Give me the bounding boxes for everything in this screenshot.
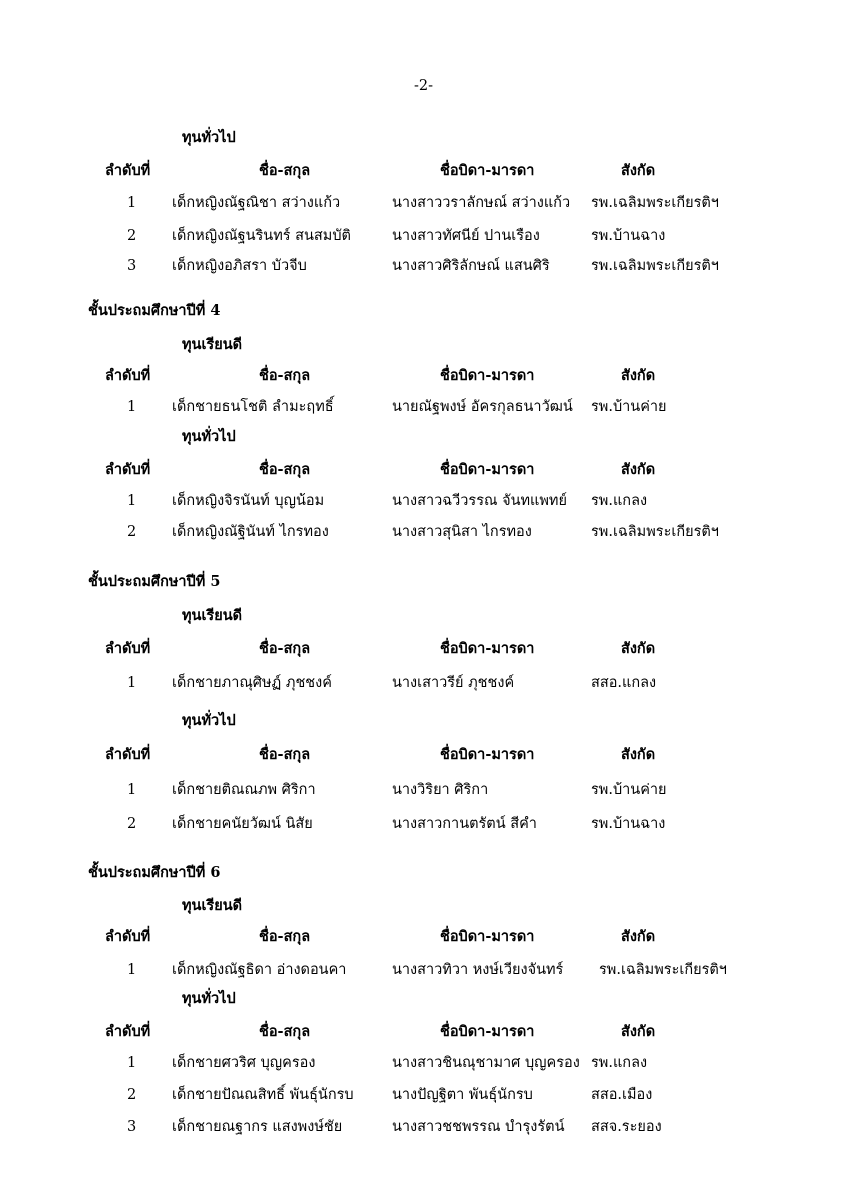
row-name: เด็กหญิงณัฐนรินทร์ สนสมบัติ — [172, 228, 351, 244]
row-parent: นางสาวทิวา หงษ์เวียงจันทร์ — [392, 962, 564, 978]
row-no: 3 — [127, 258, 137, 274]
header-affiliation: สังกัด — [621, 162, 656, 179]
row-name: เด็กหญิงจิรนันท์ บุญน้อม — [172, 493, 325, 509]
row-no: 2 — [127, 228, 137, 244]
header-parent: ชื่อบิดา-มารดา — [440, 640, 535, 657]
header-name: ชื่อ-สกุล — [259, 640, 311, 657]
row-no: 2 — [127, 1087, 137, 1103]
header-name: ชื่อ-สกุล — [259, 162, 311, 179]
row-no: 1 — [127, 782, 137, 798]
row-parent: นางสาวฉวีวรรณ จันทแพทย์ — [392, 493, 567, 509]
row-affiliation: รพ.บ้านฉาง — [591, 816, 666, 832]
row-affiliation: รพ.แกลง — [591, 493, 648, 509]
row-parent: นางสาววราลักษณ์ สว่างแก้ว — [392, 195, 571, 211]
row-name: เด็กชายปัณณสิทธิ์ พันธุ์นักรบ — [172, 1087, 354, 1103]
scholarship-type-general: ทุนทั่วไป — [182, 990, 236, 1007]
grade-heading: ชั้นประถมศึกษาปีที่ 5 — [88, 573, 221, 590]
row-affiliation: สสอ.เมือง — [591, 1087, 653, 1103]
row-affiliation: รพ.บ้านค่าย — [591, 399, 667, 415]
scholarship-type-general: ทุนทั่วไป — [182, 428, 236, 445]
header-name: ชื่อ-สกุล — [259, 746, 311, 763]
row-no: 1 — [127, 962, 137, 978]
header-affiliation: สังกัด — [621, 461, 656, 478]
row-affiliation: รพ.เฉลิมพระเกียรติฯ — [591, 258, 719, 274]
row-no: 2 — [127, 524, 137, 540]
row-parent: นางเสาวรีย์ ภุชชงค์ — [392, 675, 515, 691]
header-affiliation: สังกัด — [621, 367, 656, 384]
row-no: 3 — [127, 1119, 137, 1135]
row-affiliation: สสอ.แกลง — [591, 675, 657, 691]
header-no: ลำดับที่ — [105, 1023, 151, 1040]
row-no: 2 — [127, 816, 137, 832]
header-parent: ชื่อบิดา-มารดา — [440, 746, 535, 763]
row-parent: นางสาวศิริลักษณ์ แสนศิริ — [392, 258, 550, 274]
header-affiliation: สังกัด — [621, 1023, 656, 1040]
header-no: ลำดับที่ — [105, 162, 151, 179]
row-no: 1 — [127, 1055, 137, 1071]
header-no: ลำดับที่ — [105, 367, 151, 384]
row-no: 1 — [127, 675, 137, 691]
row-parent: นางสาวทัศนีย์ ปานเรือง — [392, 228, 540, 244]
page-number: -2- — [414, 78, 434, 94]
scholarship-type-general: ทุนทั่วไป — [182, 712, 236, 729]
row-name: เด็กหญิงณัฐธิดา อ่างดอนคา — [172, 962, 347, 978]
header-affiliation: สังกัด — [621, 746, 656, 763]
row-parent: นายณัฐพงษ์ อัครกุลธนาวัฒน์ — [392, 399, 573, 415]
header-name: ชื่อ-สกุล — [259, 367, 311, 384]
header-parent: ชื่อบิดา-มารดา — [440, 367, 535, 384]
row-affiliation: รพ.เฉลิมพระเกียรติฯ — [599, 962, 727, 978]
row-parent: นางปัญฐิตา พันธุ์นักรบ — [392, 1087, 533, 1103]
row-name: เด็กหญิงณัฐณิชา สว่างแก้ว — [172, 195, 341, 211]
row-affiliation: รพ.บ้านค่าย — [591, 782, 667, 798]
grade-heading: ชั้นประถมศึกษาปีที่ 4 — [88, 302, 221, 319]
row-parent: นางสาวชินณุชามาศ บุญครอง — [392, 1055, 580, 1071]
row-parent: นางสาวสุนิสา ไกรทอง — [392, 524, 532, 540]
header-name: ชื่อ-สกุล — [259, 461, 311, 478]
row-name: เด็กหญิงณัฐินันท์ ไกรทอง — [172, 524, 329, 540]
row-affiliation: รพ.แกลง — [591, 1055, 648, 1071]
row-no: 1 — [127, 493, 137, 509]
header-parent: ชื่อบิดา-มารดา — [440, 461, 535, 478]
header-no: ลำดับที่ — [105, 461, 151, 478]
header-affiliation: สังกัด — [621, 640, 656, 657]
row-affiliation: รพ.เฉลิมพระเกียรติฯ — [591, 524, 719, 540]
row-name: เด็กชายณฐากร แสงพงษ์ชัย — [172, 1119, 343, 1135]
header-name: ชื่อ-สกุล — [259, 1023, 311, 1040]
scholarship-type-general: ทุนทั่วไป — [182, 129, 236, 146]
row-parent: นางสาวชชพรรณ บำรุงรัตน์ — [392, 1119, 565, 1135]
row-parent: นางสาวกานตรัตน์ สีคำ — [392, 816, 537, 832]
row-name: เด็กชายธนโชติ ลำมะฤทธิ์ — [172, 399, 334, 415]
grade-heading: ชั้นประถมศึกษาปีที่ 6 — [88, 864, 221, 881]
scholarship-type-merit: ทุนเรียนดี — [182, 897, 243, 914]
scholarship-type-merit: ทุนเรียนดี — [182, 336, 243, 353]
scholarship-type-merit: ทุนเรียนดี — [182, 607, 243, 624]
header-name: ชื่อ-สกุล — [259, 928, 311, 945]
row-name: เด็กชายติณณภพ ศิริกา — [172, 782, 316, 798]
row-affiliation: รพ.บ้านฉาง — [591, 228, 666, 244]
row-affiliation: รพ.เฉลิมพระเกียรติฯ — [591, 195, 719, 211]
row-name: เด็กชายภาณุศิษฏ์ ภุชชงค์ — [172, 675, 332, 691]
header-no: ลำดับที่ — [105, 746, 151, 763]
header-no: ลำดับที่ — [105, 640, 151, 657]
row-name: เด็กหญิงอภิสรา บัวจีบ — [172, 258, 307, 274]
row-name: เด็กชายศวริศ บุญครอง — [172, 1055, 316, 1071]
header-parent: ชื่อบิดา-มารดา — [440, 928, 535, 945]
row-no: 1 — [127, 399, 137, 415]
row-name: เด็กชายคนัยวัฒน์ นิสัย — [172, 816, 313, 832]
header-no: ลำดับที่ — [105, 928, 151, 945]
header-affiliation: สังกัด — [621, 928, 656, 945]
header-parent: ชื่อบิดา-มารดา — [440, 1023, 535, 1040]
row-no: 1 — [127, 195, 137, 211]
header-parent: ชื่อบิดา-มารดา — [440, 162, 535, 179]
row-parent: นางวิริยา ศิริกา — [392, 782, 489, 798]
row-affiliation: สสจ.ระยอง — [591, 1119, 662, 1135]
